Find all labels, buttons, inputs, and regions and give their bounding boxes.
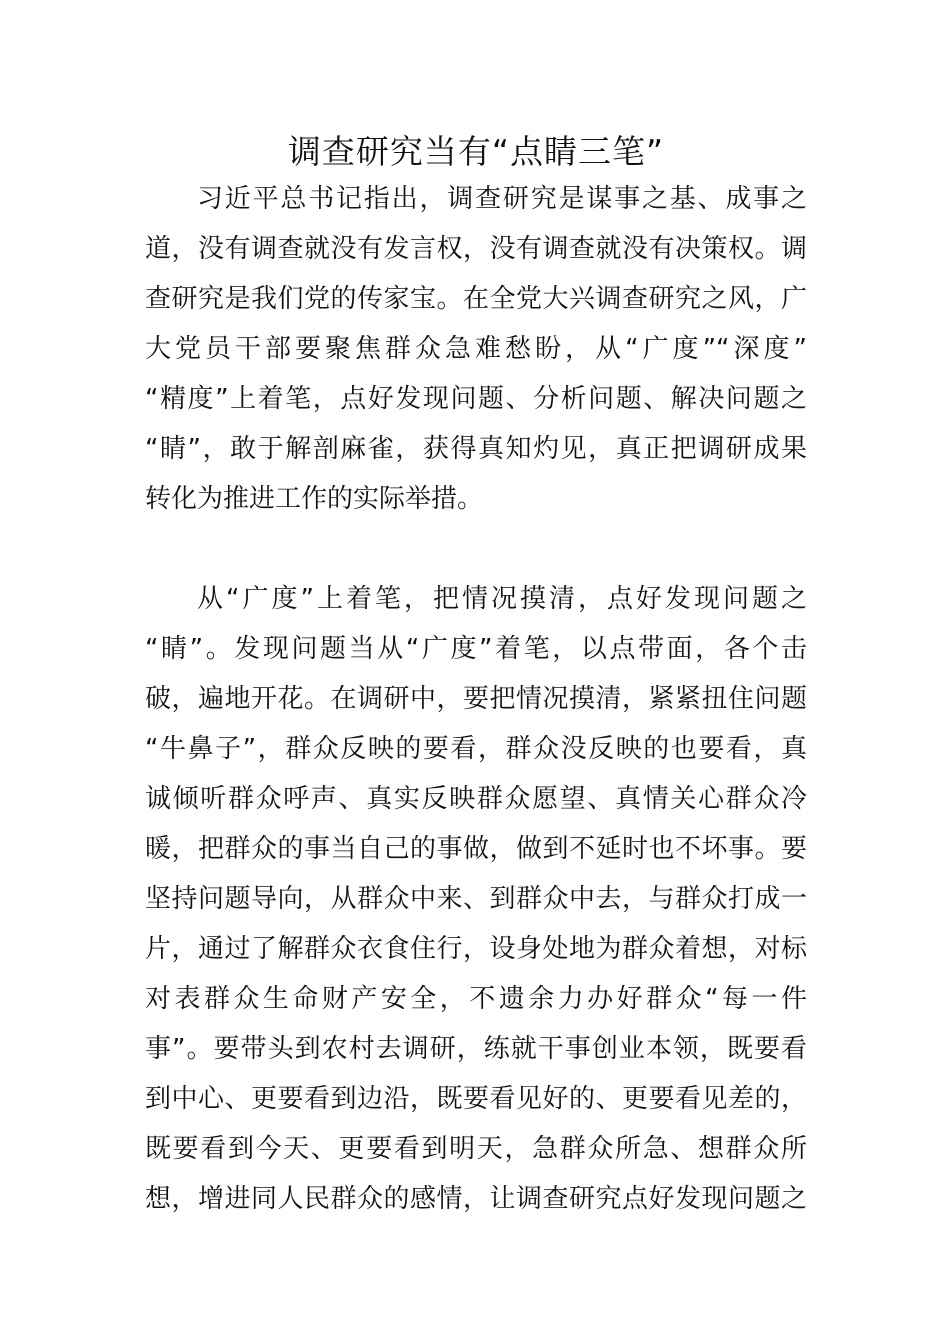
paragraph-line: 大党员干部要聚焦群众急难愁盼，从“广度”“深度” — [145, 334, 807, 364]
document-title: 调查研究当有“点睛三笔” — [287, 132, 665, 171]
paragraph-line: “睛”。发现问题当从“广度”着笔，以点带面，各个击 — [145, 634, 807, 664]
paragraph-line: 既要看到今天、更要看到明天，急群众所急、想群众所 — [145, 1134, 807, 1164]
paragraph-line: “牛鼻子”，群众反映的要看，群众没反映的也要看，真 — [145, 734, 807, 764]
paragraph-line: 想，增进同人民群众的感情，让调查研究点好发现问题之 — [145, 1184, 807, 1214]
paragraph-line: 从“广度”上着笔，把情况摸清，点好发现问题之 — [197, 584, 807, 614]
paragraph-line: 对表群众生命财产安全，不遗余力办好群众“每一件 — [145, 984, 807, 1014]
paragraph-intro — [145, 174, 807, 524]
paragraph-line: “精度”上着笔，点好发现问题、分析问题、解决问题之 — [145, 384, 807, 414]
paragraph-line: 片，通过了解群众衣食住行，设身处地为群众着想，对标 — [145, 934, 807, 964]
paragraph-line: 到中心、更要看到边沿，既要看见好的、更要看见差的， — [145, 1084, 807, 1114]
paragraph-line: 习近平总书记指出，调查研究是谋事之基、成事之 — [197, 184, 807, 214]
paragraph-line: 破，遍地开花。在调研中，要把情况摸清，紧紧扭住问题 — [145, 684, 807, 714]
paragraph-line: 道，没有调查就没有发言权，没有调查就没有决策权。调 — [145, 234, 807, 264]
paragraph-line: 暖，把群众的事当自己的事做，做到不延时也不坏事。要 — [145, 834, 807, 864]
paragraph-line: 查研究是我们党的传家宝。在全党大兴调查研究之风，广 — [145, 284, 807, 314]
paragraph-line: 转化为推进工作的实际举措。 — [145, 484, 484, 514]
paragraph-line: 坚持问题导向，从群众中来、到群众中去，与群众打成一 — [145, 884, 807, 914]
paragraph-line: 事”。要带头到农村去调研，练就干事创业本领，既要看 — [145, 1034, 807, 1064]
paragraph-breadth — [145, 574, 807, 1224]
paragraph-line: 诚倾听群众呼声、真实反映群众愿望、真情关心群众冷 — [145, 784, 807, 814]
paragraph-line: “睛”，敢于解剖麻雀，获得真知灼见，真正把调研成果 — [145, 434, 807, 464]
